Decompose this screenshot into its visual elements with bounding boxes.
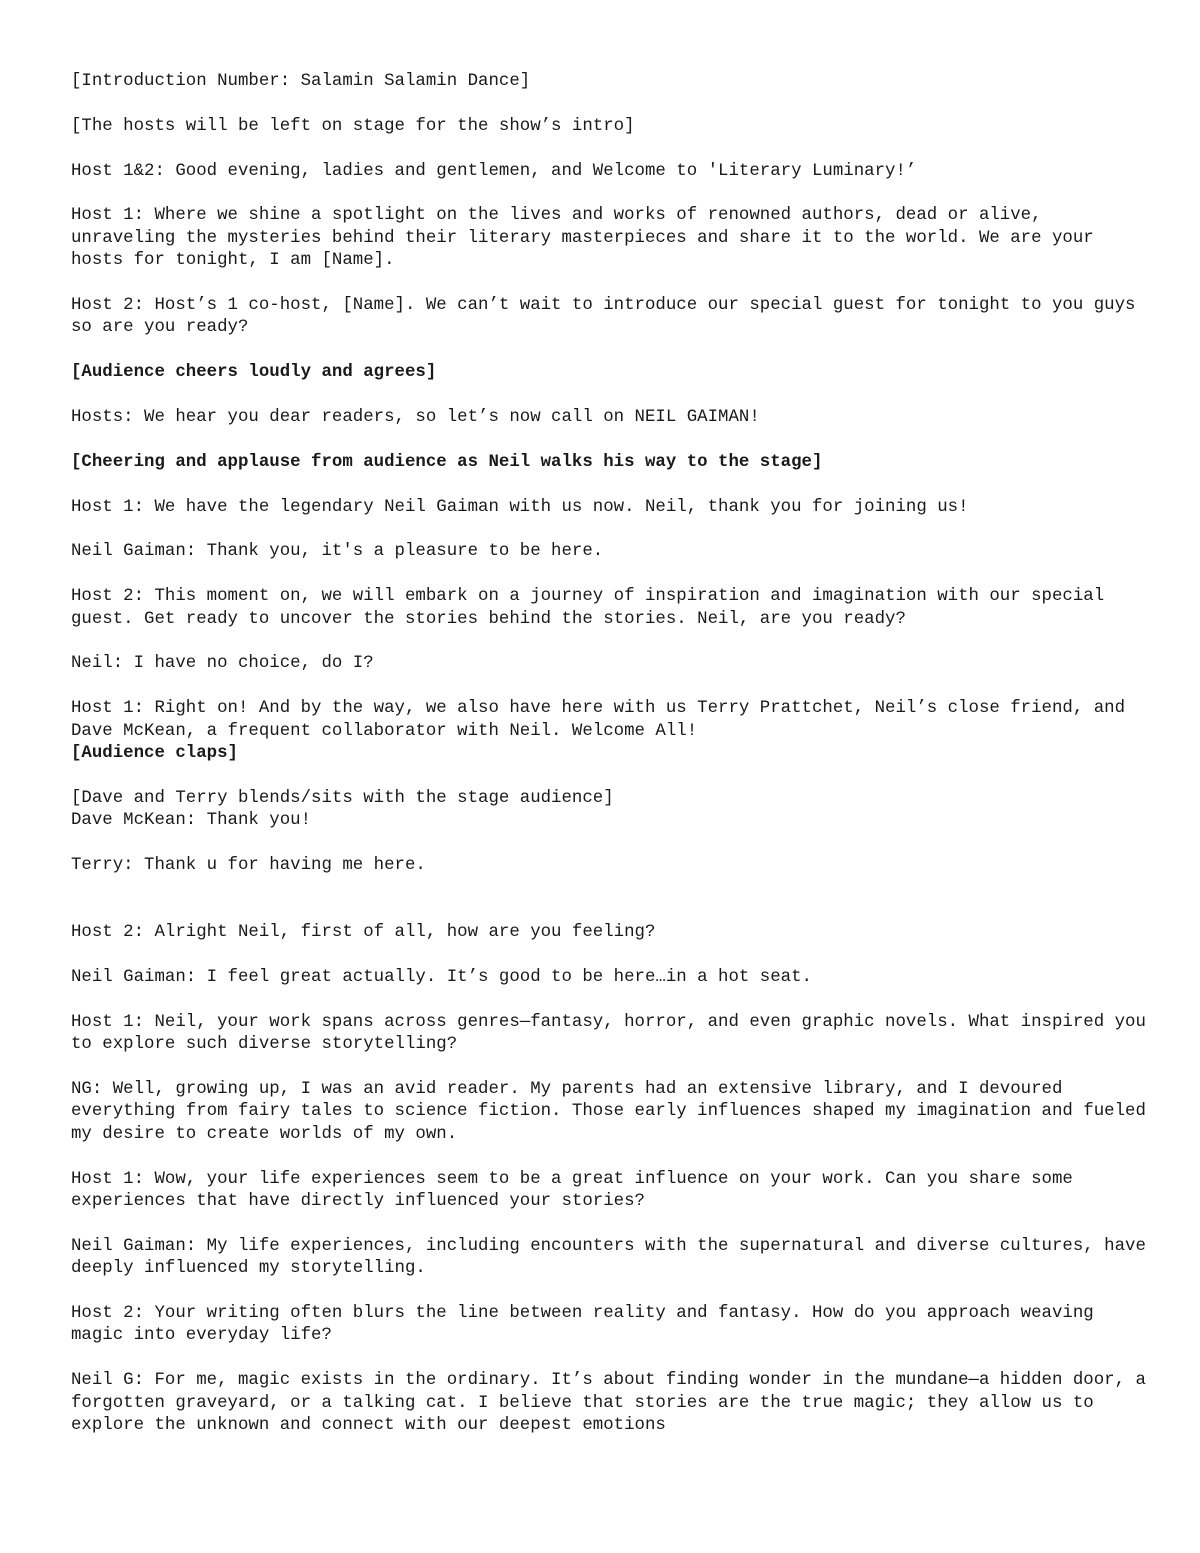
dialogue-hosts-call-neil: Hosts: We hear you dear readers, so let’s now call on NEIL GAIMAN! xyxy=(71,408,760,427)
stage-direction-hosts-intro: [The hosts will be left on stage for the show’s intro] xyxy=(71,116,635,136)
dialogue-neil-pleasure: Neil Gaiman: Thank you, it's a pleasure to be here. xyxy=(71,542,604,562)
stage-direction-audience-cheers: [Audience cheers loudly and agrees] xyxy=(71,363,437,383)
dialogue-ng-avid-reader: NG: Well, growing up, I was an avid reader. My parents had an extensive library, and I devoured everything from fairy tales to science fiction. Those early influences shaped my imagination and fueled my desire to create worlds of my own. xyxy=(71,1080,1157,1144)
dialogue-host2-intro: Host 2: Host’s 1 co-host, [Name]. We can’t wait to introduce our special guest for tonight to you guys so are you ready? xyxy=(71,296,1146,338)
dialogue-neil-supernatural: Neil Gaiman: My life experiences, including encounters with the supernatural and diverse cultures, have deeply influenced my storytelling. xyxy=(71,1236,1157,1279)
dialogue-host1-guests: Host 1: Right on! And by the way, we also have here with us Terry Prattchet, Neil’s close friend, and Dave McKean, a frequent collaborator with Neil. Welcome All! xyxy=(71,699,1136,741)
dialogue-host2-journey: Host 2: This moment on, we will embark on a journey of inspiration and imagination with our special guest. Get ready to uncover the stories behind the stories. Neil, are you ready? xyxy=(71,587,1115,629)
dialogue-host2-feeling: Host 2: Alright Neil, first of all, how are you feeling? xyxy=(71,923,656,943)
script-page xyxy=(71,71,1157,1460)
stage-direction-dave-terry-sit: [Dave and Terry blends/sits with the stage audience] xyxy=(71,788,614,808)
dialogue-host2-magic: Host 2: Your writing often blurs the line between reality and fantasy. How do you approach weaving magic into everyday life? xyxy=(71,1304,1105,1346)
dialogue-hosts-welcome: Host 1&2: Good evening, ladies and gentlemen, and Welcome to 'Literary Luminary!’ xyxy=(71,161,917,181)
dialogue-host1-experiences: Host 1: Wow, your life experiences seem to be a great influence on your work. Can you share some experiences that have directly influenced your stories? xyxy=(71,1169,1084,1212)
dialogue-terry-thanks: Terry: Thank u for having me here. xyxy=(71,856,426,875)
dialogue-neil-hot-seat: Neil Gaiman: I feel great actually. It’s good to be here…in a hot seat. xyxy=(71,968,812,987)
dialogue-neil-no-choice: Neil: I have no choice, do I? xyxy=(71,654,374,674)
dialogue-neil-magic-ordinary: Neil G: For me, magic exists in the ordinary. It’s about finding wonder in the mundane—a hidden door, a forgotten graveyard, or a talking cat. I believe that stories are the true magic; they allow us to explore the unknown and connect with our deepest emotions xyxy=(71,1371,1157,1436)
dialogue-host1-intro: Host 1: Where we shine a spotlight on the lives and works of renowned authors, dead or alive, unraveling the mysteries behind their literary masterpieces and share it to the world. We are your hosts for tonight, I am [Name]. xyxy=(71,206,1105,271)
stage-direction-audience-claps: [Audience claps] xyxy=(71,744,238,763)
dialogue-dave-thanks: Dave McKean: Thank you! xyxy=(71,811,312,831)
dialogue-host1-thanks-neil: Host 1: We have the legendary Neil Gaiman with us now. Neil, thank you for joining us! xyxy=(71,497,969,517)
stage-direction-neil-enters: [Cheering and applause from audience as Neil walks his way to the stage] xyxy=(71,452,823,472)
dialogue-host1-genres: Host 1: Neil, your work spans across genres—fantasy, horror, and even graphic novels. What inspired you to explore such diverse storytelling? xyxy=(71,1012,1157,1055)
stage-direction-intro-number: [Introduction Number: Salamin Salamin Dance] xyxy=(71,72,531,91)
